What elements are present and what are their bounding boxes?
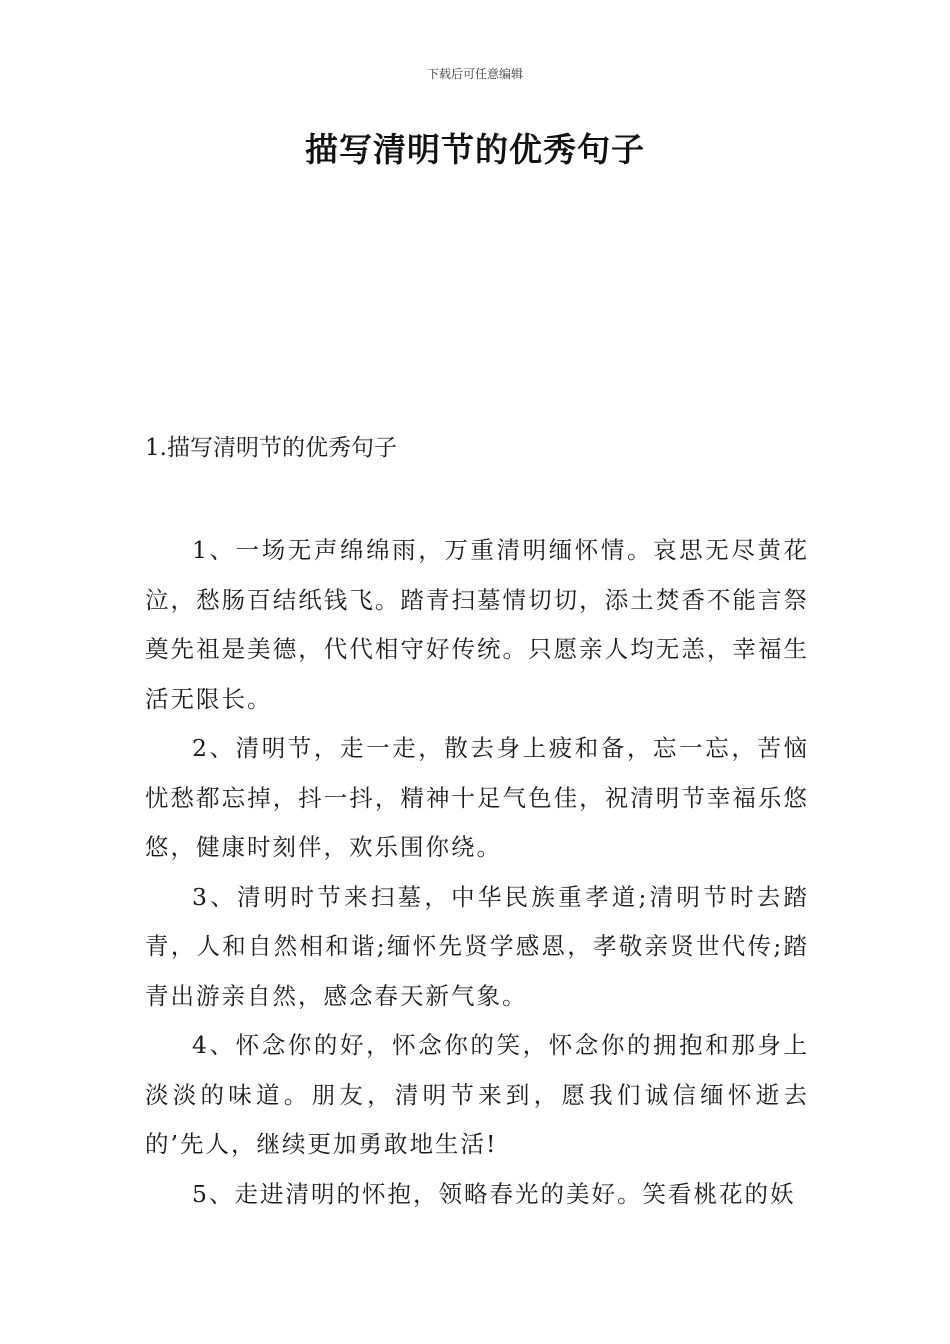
paragraph-3: 3、清明时节来扫墓，中华民族重孝道;清明节时去踏青，人和自然相和谐;缅怀先贤学感恩，孝敬亲贤世代传;踏青出游亲自然，感念春天新气象。: [145, 882, 809, 1010]
header-note: 下载后可任意编辑: [426, 67, 523, 81]
paragraph-2: 2、清明节，走一走，散去身上疲和备，忘一忘，苦恼忧愁都忘掉，抖一抖，精神十足气色佳，祝清明节幸福乐悠悠，健康时刻伴，欢乐围你绕。: [145, 734, 809, 861]
section-heading: 1.描写清明节的优秀句子: [145, 435, 397, 461]
document-body: [145, 526, 809, 1219]
paragraph-5: 5、走进清明的怀抱，领略春光的美好。笑看桃花的妖: [192, 1179, 796, 1208]
paragraph-1: 1、一场无声绵绵雨，万重清明缅怀情。哀思无尽黄花泣，愁肠百结纸钱飞。踏青扫墓情切切，添土焚香不能言祭奠先祖是美德，代代相守好传统。只愿亲人均无恙，幸福生活无限长。: [145, 536, 809, 713]
document-title: 描写清明节的优秀句子: [305, 130, 645, 169]
paragraph-4: 4、怀念你的好，怀念你的笑，怀念你的拥抱和那身上淡淡的味道。朋友，清明节来到，愿我们诚信缅怀逝去的’先人，继续更加勇敢地生活!: [145, 1031, 809, 1158]
